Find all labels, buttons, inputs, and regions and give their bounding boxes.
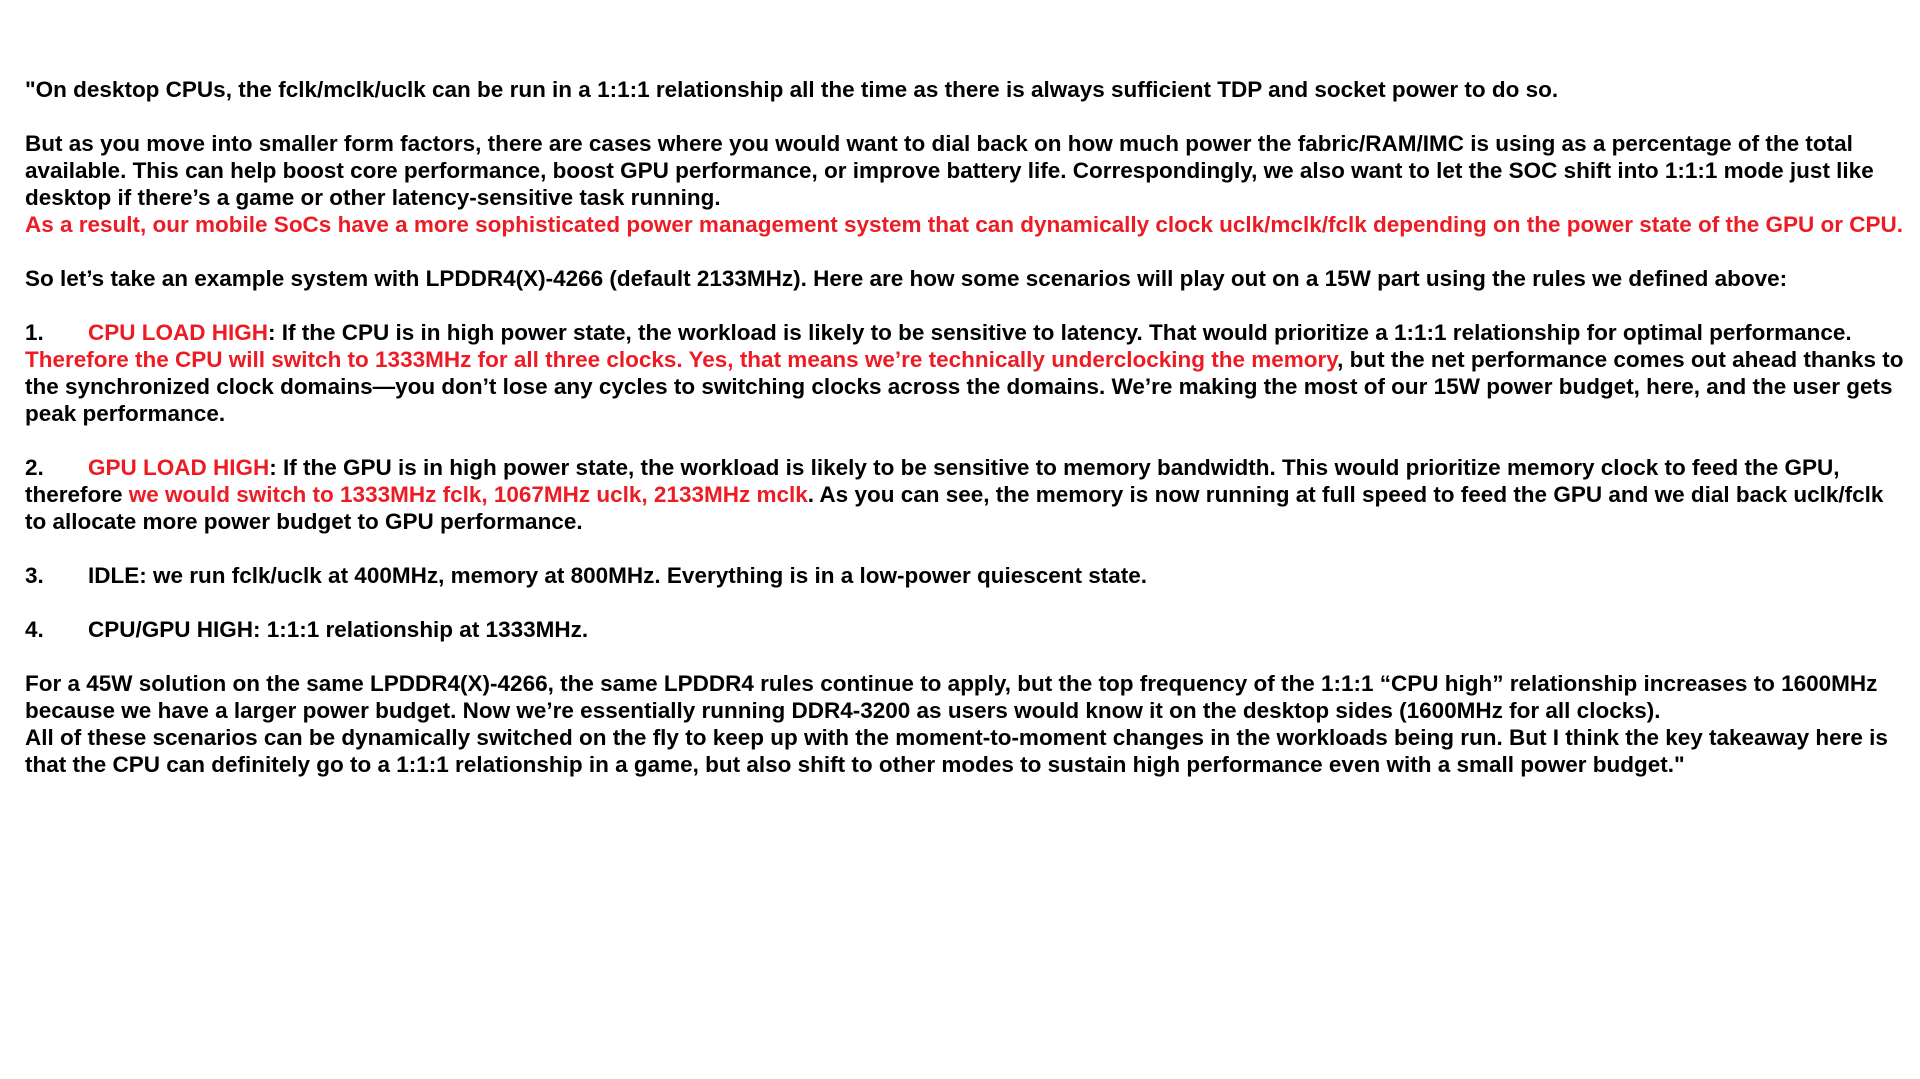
scenario-number: 1. <box>25 320 44 345</box>
form-factors-paragraph <box>25 130 1905 238</box>
example-intro-paragraph: So let’s take an example system with LPDDR4(X)-4266 (default 2133MHz). Here are how some scenarios will play out on a 15W part using the rules we defined above: <box>25 266 1788 291</box>
intro-paragraph: "On desktop CPUs, the fclk/mclk/uclk can be run in a 1:1:1 relationship all the time as there is always sufficient TDP and socket power to do so. <box>25 77 1559 102</box>
paragraph-gap <box>25 103 1905 130</box>
scenario-text-continued: . As you can see, the memory is now running at full speed to feed the GPU and we dial back uclk/fclk to allocate more power budget to GPU performance. <box>25 482 1884 534</box>
scenario-text: : If the CPU is in high power state, the workload is likely to be sensitive to latency. That would prioritize a 1:1:1 relationship for optimal performance. <box>268 320 1852 345</box>
scenario-title: GPU LOAD HIGH <box>88 455 270 480</box>
scenario-highlight: Therefore the CPU will switch to 1333MHz for all three clocks. Yes, that means we’re technically underclocking the memory <box>25 347 1338 372</box>
document-body <box>25 76 1905 778</box>
scenario-number: 4. <box>25 617 44 642</box>
paragraph-gap <box>25 589 1905 616</box>
scenario-item-3 <box>25 562 1905 589</box>
paragraph-gap <box>25 643 1905 670</box>
scenario-number: 2. <box>25 455 44 480</box>
scenario-item-1 <box>25 319 1905 427</box>
scenario-highlight: we would switch to 1333MHz fclk, 1067MHz uclk, 2133MHz mclk <box>128 482 808 507</box>
result-highlight-text: As a result, our mobile SoCs have a more sophisticated power management system that can dynamically clock uclk/mclk/fclk depending on the power state of the GPU or CPU. <box>25 212 1904 237</box>
scenario-text: IDLE: we run fclk/uclk at 400MHz, memory at 800MHz. Everything is in a low-power quiescent state. <box>88 563 1148 588</box>
scenario-number: 3. <box>25 563 44 588</box>
solution-45w-paragraph <box>25 670 1905 778</box>
scenario-text: : If the GPU is in high power state, the workload is likely to be sensitive to memory bandwidth. This would prioritize memory clock to feed the GPU, therefore <box>25 455 1840 507</box>
scenario-text: CPU/GPU HIGH: 1:1:1 relationship at 1333MHz. <box>88 617 589 642</box>
paragraph-gap <box>25 427 1905 454</box>
scenario-text-continued: , but the net performance comes out ahead thanks to the synchronized clock domains—you don’t lose any cycles to switching clocks across the domains. We’re making the most of our 15W power budget, here, and the user gets peak performance. <box>25 347 1904 426</box>
scenario-item-4 <box>25 616 1905 643</box>
scenario-item-2 <box>25 454 1905 535</box>
form-factors-text: But as you move into smaller form factors, there are cases where you would want to dial back on how much power the fabric/RAM/IMC is using as a percentage of the total available. This can help boost core performance, boost GPU performance, or improve battery life. Correspondingly, we also want to let the SOC shift into 1:1:1 mode just like desktop if there’s a game or other latency-sensitive task running. <box>25 131 1874 210</box>
paragraph-gap <box>25 238 1905 265</box>
paragraph-gap <box>25 535 1905 562</box>
scenario-title: CPU LOAD HIGH <box>88 320 268 345</box>
paragraph-gap <box>25 292 1905 319</box>
solution-45w-text: For a 45W solution on the same LPDDR4(X)-4266, the same LPDDR4 rules continue to apply, but the top frequency of the 1:1:1 “CPU high” relationship increases to 1600MHz because we have a larger power budget. Now we’re essentially running DDR4-3200 as users would know it on the desktop sides (1600MHz for all clocks). <box>25 671 1878 723</box>
conclusion-text: All of these scenarios can be dynamically switched on the fly to keep up with the moment-to-moment changes in the workloads being run. But I think the key takeaway here is that the CPU can definitely go to a 1:1:1 relationship in a game, but also shift to other modes to sustain high performance even with a small power budget." <box>25 725 1888 777</box>
